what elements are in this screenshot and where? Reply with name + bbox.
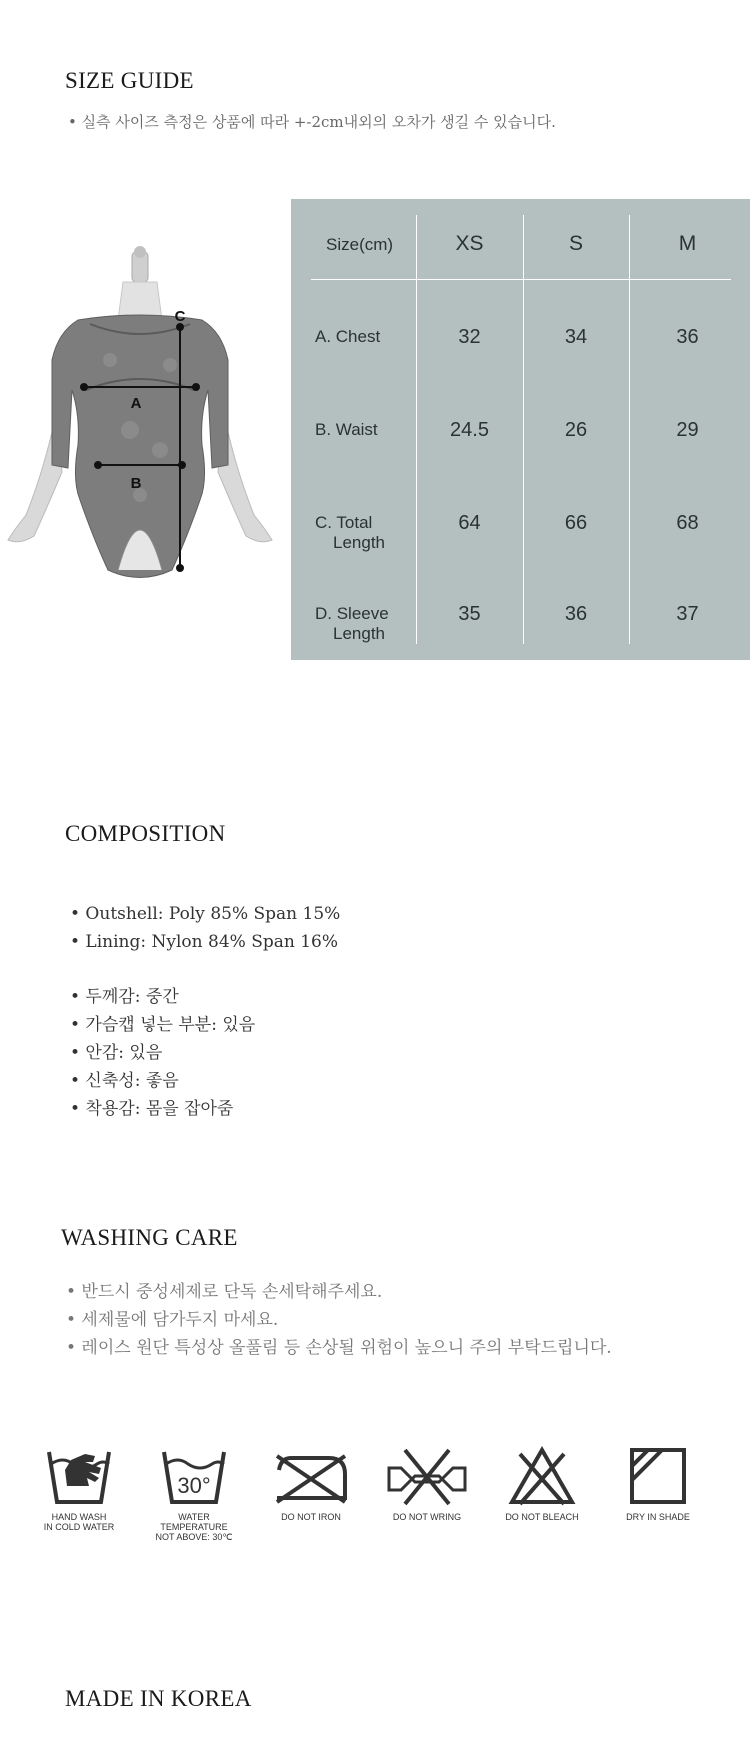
table-cell: 32 <box>458 326 481 348</box>
table-row-label: C. Total Length <box>315 513 385 552</box>
table-header-s: S <box>568 232 583 255</box>
table-header-label: Size(cm) <box>326 235 394 254</box>
table-cell: 29 <box>676 419 699 441</box>
table-cell: 36 <box>676 326 699 348</box>
table-row-label: A. Chest <box>315 327 381 346</box>
diagram-label-c: C <box>174 308 186 325</box>
care-label: DRY IN SHADE <box>626 1512 690 1522</box>
table-cell: 64 <box>458 512 481 534</box>
table-cell: 66 <box>564 512 588 534</box>
care-item-dry-in-shade <box>618 1446 698 1522</box>
table-cell: 35 <box>458 603 481 625</box>
care-label: WATER TEMPERATURE NOT ABOVE: 30℃ <box>155 1512 233 1542</box>
do-not-wring-icon <box>385 1446 469 1508</box>
care-item-do-not-iron <box>271 1446 351 1522</box>
bodysuit-shape <box>52 315 228 578</box>
care-item-do-not-bleach <box>502 1446 582 1522</box>
size-guide-title: SIZE GUIDE <box>65 68 194 93</box>
size-guide-note: • 실측 사이즈 측정은 상품에 따라 +-2cm내외의 오차가 생길 수 있습니다. <box>68 113 556 131</box>
diagram-label-a: A <box>130 395 142 412</box>
care-label: DO NOT WRING <box>392 1512 462 1522</box>
svg-text:30°: 30° <box>177 1473 211 1498</box>
care-label: DO NOT IRON <box>281 1512 341 1522</box>
feature-list <box>70 983 255 1123</box>
list-item: • 반드시 중성세제로 단독 손세탁해주세요. <box>66 1282 383 1302</box>
table-cell: 68 <box>676 512 699 534</box>
hand-wash-icon <box>43 1446 115 1508</box>
diagram-label-b: B <box>130 475 142 492</box>
table-cell: 24.5 <box>450 419 489 441</box>
table-row-label: D. Sleeve Length <box>315 604 389 643</box>
washing-care-title: WASHING CARE <box>61 1225 238 1250</box>
composition-title: COMPOSITION <box>65 821 226 846</box>
origin-title: MADE IN KOREA <box>65 1686 252 1711</box>
size-table <box>291 199 750 660</box>
table-cell: 26 <box>564 419 588 441</box>
list-item: • 신축성: 좋음 <box>70 1071 179 1091</box>
do-not-bleach-icon <box>506 1446 578 1508</box>
garment-measurement-diagram <box>0 240 290 610</box>
mannequin-stand <box>118 246 162 320</box>
table-cell: 36 <box>564 603 588 625</box>
list-item: • Lining: Nylon 84% Span 16% <box>70 932 338 952</box>
dry-in-shade-icon <box>626 1446 690 1508</box>
list-item: • Outshell: Poly 85% Span 15% <box>70 904 341 924</box>
list-item: • 안감: 있음 <box>70 1043 163 1063</box>
table-header-m: M <box>678 232 697 255</box>
fabric-list <box>70 900 340 956</box>
table-cell: 37 <box>676 603 699 625</box>
list-item: • 가슴캡 넣는 부분: 있음 <box>70 1015 256 1035</box>
table-cell: 34 <box>564 326 588 348</box>
care-item-hand-wash <box>39 1446 119 1532</box>
table-row-label: B. Waist <box>315 420 378 439</box>
list-item: • 두께감: 중간 <box>70 987 179 1007</box>
list-item: • 착용감: 몸을 잡아줌 <box>70 1099 234 1119</box>
list-item: • 세제물에 담가두지 마세요. <box>66 1310 279 1330</box>
care-item-do-not-wring <box>383 1446 471 1522</box>
wash-30-icon <box>158 1446 230 1508</box>
care-item-wash-30 <box>145 1446 243 1542</box>
table-header-divider <box>311 279 731 280</box>
care-label: DO NOT BLEACH <box>505 1512 579 1522</box>
care-label: HAND WASH IN COLD WATER <box>43 1512 115 1532</box>
list-item: • 레이스 원단 특성상 올풀림 등 손상될 위험이 높으니 주의 부탁드립니다. <box>66 1338 612 1358</box>
washing-notes <box>66 1278 612 1362</box>
do-not-iron-icon <box>273 1446 349 1508</box>
table-header-xs: XS <box>455 232 484 255</box>
